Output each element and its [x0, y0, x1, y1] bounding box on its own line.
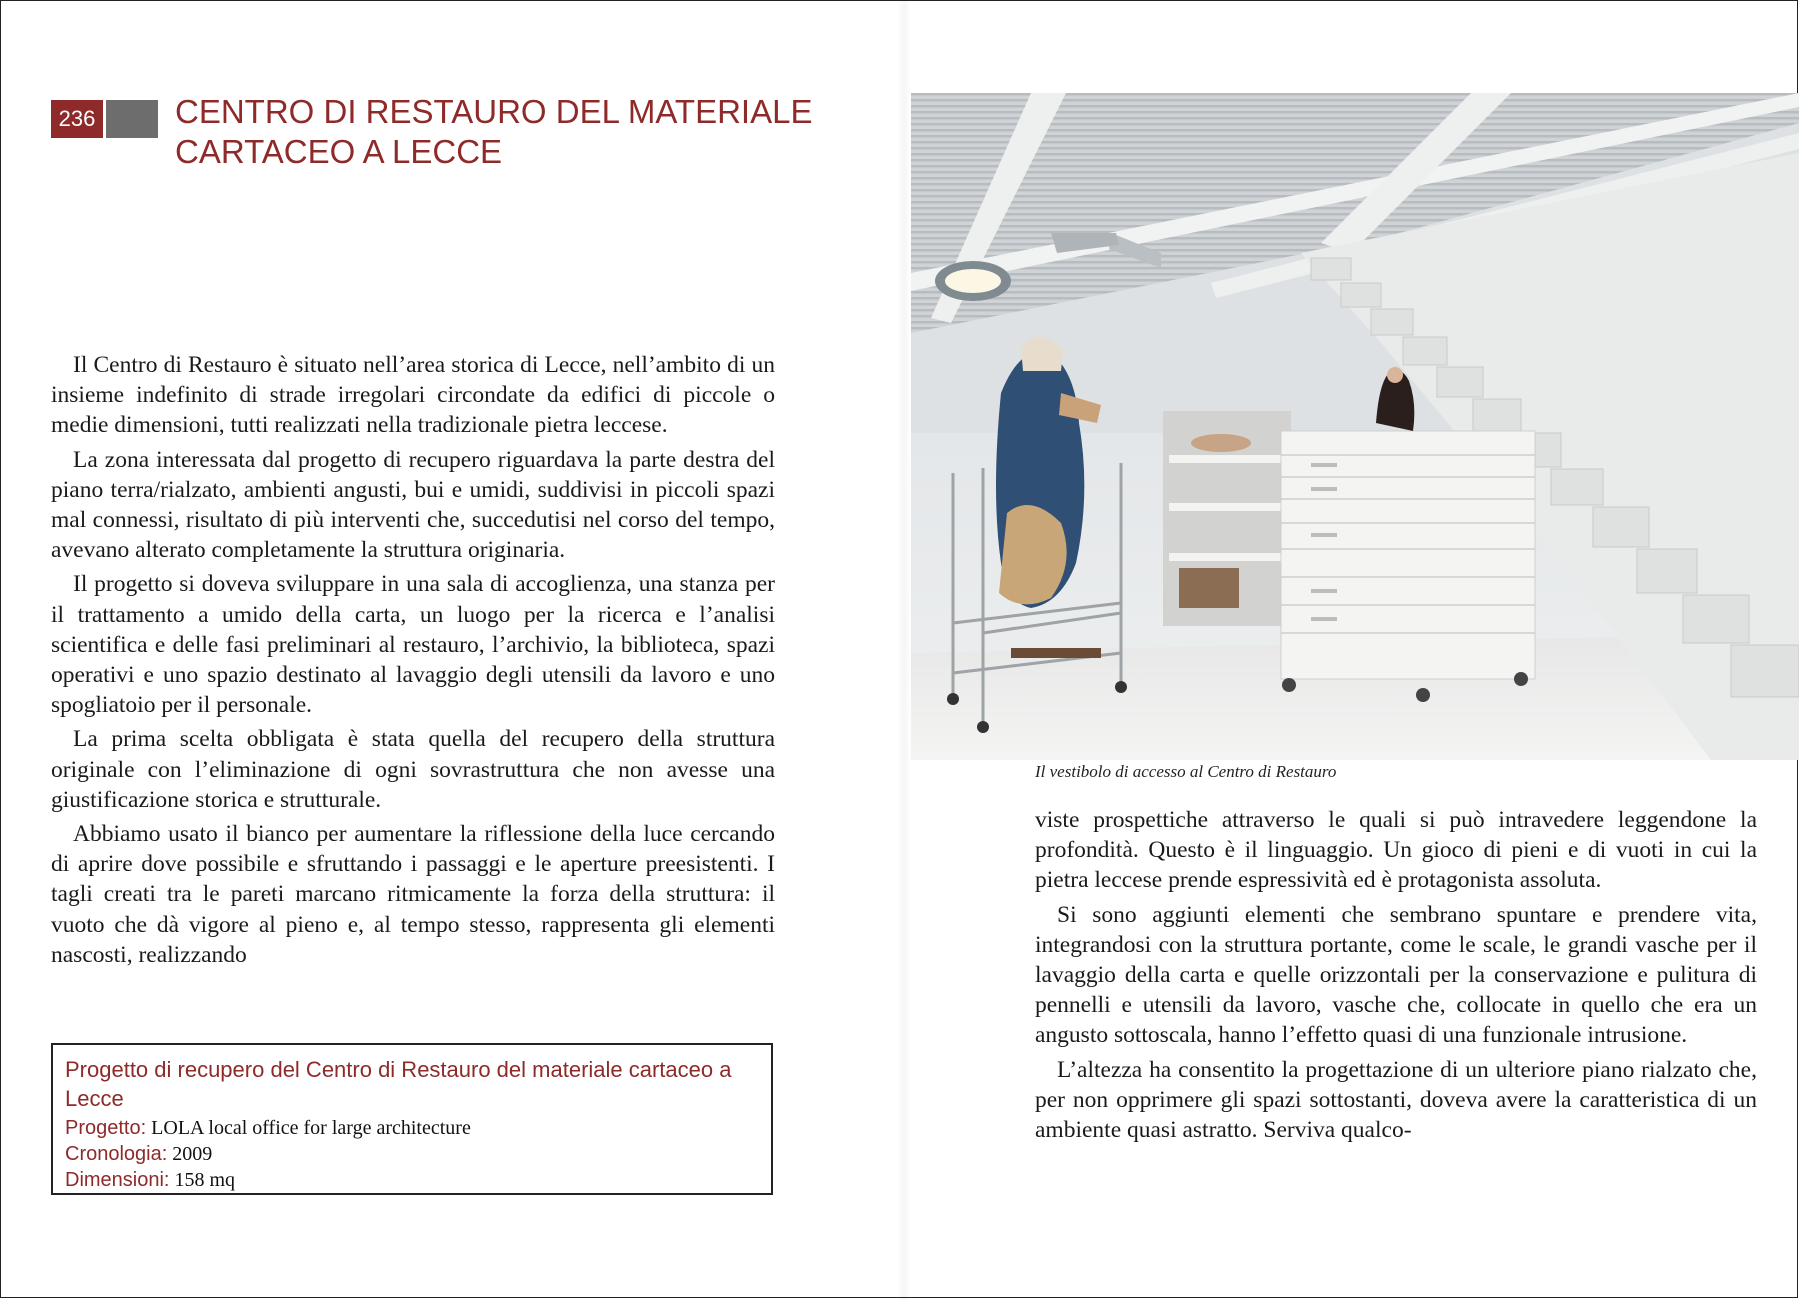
project-info-box	[51, 1043, 773, 1195]
project-info-value: LOLA local office for large architecture	[151, 1117, 471, 1139]
paragraph: La prima scelta obbligata è stata quella del recupero della struttura originale con l’eliminazione di ogni sovrastruttura che non avesse una giustificazione storica e strutturale.	[51, 726, 775, 813]
project-info-title: Progetto di recupero del Centro di Restauro del materiale cartaceo a Lecce	[65, 1057, 732, 1111]
project-info-row	[65, 1141, 759, 1167]
photo-cabinet	[1281, 431, 1535, 702]
project-info-row	[65, 1167, 759, 1193]
page-title-line2: CARTACEO A LECCE	[175, 133, 503, 170]
project-info-value: 2009	[172, 1143, 213, 1165]
left-body-text	[51, 350, 775, 974]
paragraph: La zona interessata dal progetto di recupero riguardava la parte destra del piano terra/rialzato, ambienti angusti, bui e umidi, suddivisi in piccoli spazi mal connessi, risultato di più interventi che, succedutisi nel corso del tempo, avevano alterato completamente la struttura originaria.	[51, 446, 775, 564]
project-info-label: Dimensioni:	[65, 1169, 170, 1191]
project-info-label: Cronologia:	[65, 1143, 168, 1165]
page-number-gray-block	[106, 100, 158, 138]
vestibule-photo	[911, 93, 1799, 760]
project-info-row	[65, 1115, 759, 1141]
paragraph: Il progetto si doveva sviluppare in una sala di accoglienza, una stanza per il trattamento a umido della carta, un luogo per la ricerca e l’analisi scientifica e delle fasi preliminari al restauro, l’archivio, la biblioteca, spazi operativi e uno spazio destinato al lavaggio degli utensili da lavoro e uno spogliatoio per il personale.	[51, 571, 775, 719]
right-body-text	[1035, 805, 1757, 1149]
photo-caption: Il vestibolo di accesso al Centro di Restauro	[1035, 762, 1337, 781]
paragraph: Abbiamo usato il bianco per aumentare la riflessione della luce cercando di aprire dove possibile e sfruttando i passaggi e le aperture preesistenti. I tagli creati tra le pareti marcano ritmicamente la forza della struttura: il vuoto che dà vigore al pieno e, al tempo stesso, rappresenta gli elementi nascosti, realizzando	[51, 821, 775, 968]
paragraph: viste prospettiche attraverso le quali si può intravedere leggendone la profondità. Questo è il linguaggio. Un gioco di pieni e di vuoti in cui la pietra leccese prende espressività ed è protagonista assoluta.	[1035, 807, 1757, 894]
paragraph: Il Centro di Restauro è situato nell’area storica di Lecce, nell’ambito di un insieme indefinito di strade irregolari circondate da edifici di piccole o medie dimensioni, tutti realizzati nella tradizionale pietra leccese.	[51, 352, 775, 439]
paragraph: L’altezza ha consentito la progettazione di un ulteriore piano rialzato che, per non opprimere gli spazi sottostanti, doveva avere la caratteristica di un ambiente quasi astratto. Serviva qualco-	[1035, 1056, 1757, 1144]
page-title	[175, 92, 815, 172]
page-title-line1: CENTRO DI RESTAURO DEL MATERIALE	[175, 93, 813, 130]
project-info-label: Progetto:	[65, 1117, 147, 1139]
page-number: 236	[51, 100, 103, 138]
paragraph: Si sono aggiunti elementi che sembrano spuntare e prendere vita, integrandosi con la struttura portante, come le scale, le grandi vasche per il lavaggio della carta e quelle orizzontali per la conservazione e pulitura di pennelli e utensili da lavoro, vasche che, collocate in quello che era un angusto sottoscala, hanno l’effetto quasi di una funzionale intrusione.	[1035, 901, 1757, 1049]
project-info-value: 158 mq	[174, 1169, 236, 1191]
photo-niche	[1163, 411, 1291, 626]
